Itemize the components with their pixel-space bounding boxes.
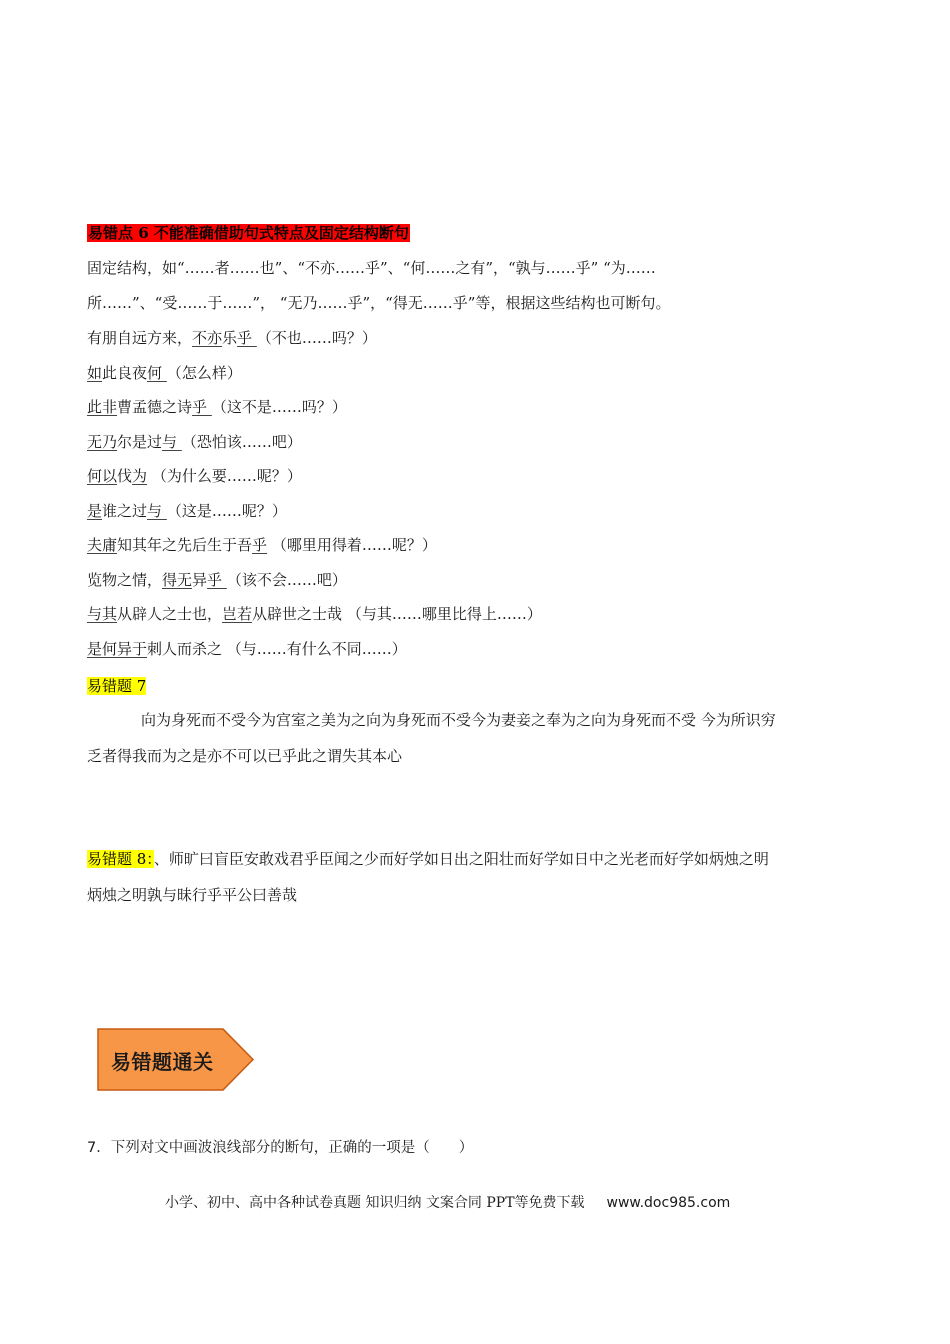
- example-text: （为什么要……呢？）: [147, 467, 302, 485]
- example-text: 从辟世之士哉 （与其……哪里比得上……）: [252, 605, 542, 623]
- example-text: （不也……吗？）: [256, 329, 377, 347]
- marker-word: 何以: [87, 467, 118, 485]
- example-text: （怎么样）: [166, 364, 242, 382]
- q8-label: 易错题 8：: [87, 850, 154, 868]
- q7-text-line-1: 向为身死而不受今为宫室之美为之向为身死而不受今为妻妾之奉为之向为身死而不受 今为所识穷: [141, 711, 776, 729]
- marker-word: 与: [147, 502, 167, 520]
- marker-word: 是: [87, 502, 103, 520]
- q8-row: [87, 848, 769, 870]
- marker-word: 无乃: [87, 433, 118, 451]
- example-text: （哪里用得着……呢？）: [267, 536, 437, 554]
- example-text: 刺人而杀之 （与……有什么不同……）: [147, 640, 407, 658]
- marker-word: 何: [147, 364, 167, 382]
- q7-text-line-2: 乏者得我而为之是亦不可以已乎此之谓失其本心: [87, 747, 403, 765]
- footer-url[interactable]: www.doc985.com: [606, 1195, 731, 1211]
- example-text: （这是……呢？）: [166, 502, 287, 520]
- marker-word: 是何异于: [87, 640, 148, 658]
- marker-word: 乎: [192, 398, 212, 416]
- footer-text: 小学、初中、高中各种试卷真题 知识归纳 文案合同 PPT等免费下载: [165, 1195, 585, 1211]
- example-text: 有朋自远方来，: [87, 329, 193, 347]
- marker-word: 岂若: [222, 605, 253, 623]
- q7-label-row: [87, 675, 146, 697]
- marker-word: 与其: [87, 605, 118, 623]
- example-line: [87, 569, 347, 591]
- intro-line-2: 所……”、“受……于……”， “无乃……乎”，“得无……乎”等，根据这些结构也可断句。: [87, 294, 671, 312]
- example-text: 从辟人之士也，: [117, 605, 223, 623]
- example-text: 此良夜: [102, 364, 148, 382]
- example-text: （恐怕该……吧）: [181, 433, 302, 451]
- example-line: [87, 500, 287, 522]
- marker-word: 为: [132, 467, 148, 485]
- example-line: [87, 327, 377, 349]
- marker-word: 得无: [162, 571, 193, 589]
- example-line: [87, 362, 242, 384]
- example-text: 异: [192, 571, 208, 589]
- example-text: （该不会……吧）: [226, 571, 347, 589]
- question-7: 7．下列对文中画波浪线部分的断句，正确的一项是（ ）: [87, 1140, 474, 1156]
- q7-label: 易错题 7: [87, 677, 147, 695]
- example-line: [87, 396, 347, 418]
- marker-word: 夫庸: [87, 536, 118, 554]
- marker-word: 乎: [252, 536, 268, 554]
- example-line: [87, 431, 302, 453]
- example-text: 知其年之先后生于吾: [117, 536, 253, 554]
- intro-line-1: 固定结构，如“……者……也”、“不亦……乎”、“何……之有”，“孰与……乎” “为……: [87, 259, 656, 277]
- marker-word: 乎: [207, 571, 227, 589]
- example-line: [87, 534, 437, 556]
- example-text: 乐: [222, 329, 238, 347]
- marker-word: 与: [162, 433, 182, 451]
- marker-word: 此非: [87, 398, 118, 416]
- footer: [165, 1192, 730, 1212]
- example-text: 伐: [117, 467, 133, 485]
- section-6-heading: 易错点 6 不能准确借助句式特点及固定结构断句: [88, 224, 409, 242]
- example-text: 谁之过: [102, 502, 148, 520]
- example-text: 尔是过: [117, 433, 163, 451]
- marker-word: 不亦: [192, 329, 223, 347]
- example-text: 览物之情，: [87, 571, 163, 589]
- example-text: 曹孟德之诗: [117, 398, 193, 416]
- marker-word: 乎: [237, 329, 257, 347]
- example-line: [87, 638, 407, 660]
- q8-text-line-1: 、师旷曰盲臣安敢戏君乎臣闻之少而好学如日出之阳壮而好学如日中之光老而好学如炳烛之明: [153, 850, 769, 868]
- example-line: [87, 465, 302, 487]
- example-text: （这不是……吗？）: [211, 398, 347, 416]
- example-line: [87, 603, 542, 625]
- marker-word: 如: [87, 364, 103, 382]
- section-badge: [97, 1028, 255, 1091]
- q8-text-line-2: 炳烛之明孰与昧行乎平公曰善哉: [87, 886, 298, 904]
- section-6-title: [87, 222, 410, 244]
- badge-text: 易错题通关: [111, 1050, 214, 1074]
